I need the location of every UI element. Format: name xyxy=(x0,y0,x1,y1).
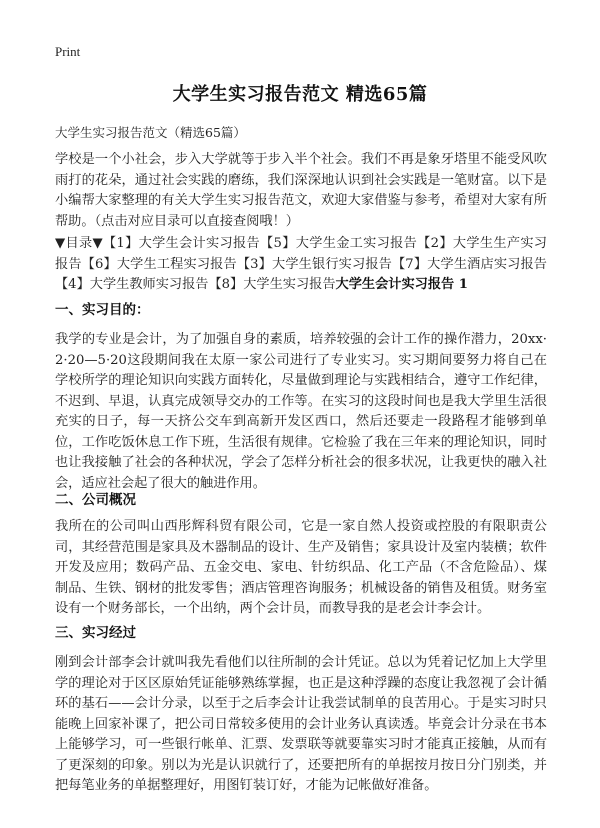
section-body-company: 我所在的公司叫山西彤辉科贸有限公司，它是一家自然人投资或控股的有限职责公司，其经营范围是家具及木器制品的设计、生产及销售；家具设计及室内装横；软件开发及应用；数码产品、五金交电、家电、针纺织品、化工产品（不含危险品）、煤制品、生铁、钢材的批发零售；酒店管理咨询服务；机械设备的销售及租赁。财务室设有一个财务部长，一个出纳，两个会计员，而教导我的是老会计李会计。 xyxy=(55,519,547,616)
toc-current-heading: 大学生会计实习报告 1 xyxy=(335,277,468,292)
section-heading-company: 二、公司概况 xyxy=(55,492,136,508)
print-label[interactable]: Print xyxy=(55,44,81,59)
page-title: 大学生实习报告范文 精选65篇 xyxy=(172,84,428,105)
toc-links[interactable]: ▼目录▼【1】大学生会计实习报告【5】大学生金工实习报告【2】大学生生产实习报告【6】大学生工程实习报告【3】大学生银行实习报告【7】大学生酒店实习报告【4】大学生教师实习报告【8】大学生实习报告 xyxy=(55,236,547,292)
intro-paragraph: 学校是一个小社会，步入大学就等于步入半个社会。我们不再是象牙塔里不能受风吹雨打的花朵，通过社会实践的磨练，我们深深地认识到社会实践是一笔财富。以下是小编帮大家整理的有关大学生实习报告范文，欢迎大家借鉴与参考，希望对大家有所帮助。（点击对应目录可以直接查阅哦！） xyxy=(55,152,547,229)
section-body-purpose: 我学的专业是会计，为了加强自身的素质，培养较强的会计工作的操作潜力，20xx·2·20—5·20这段期间我在太原一家公司进行了专业实习。实习期间要努力将自己在学校所学的理论知识向实践方面转化，尽量做到理论与实践相结合，遵守工作纪律，不迟到、早退，认真完成领导交办的工作等。在实习的这段时间也是我大学里生活很充实的日子，每一天挤公交车到高新开发区西口，然后还要走一段路程才能够到单位，工作吃饭休息工作下班，生活很有规律。它检验了我在三年来的理论知识，同时也让我接触了社会的各种状况，学会了怎样分析社会的很多状况，让我更快的融入社会，适应社会起了很大的触进作用。 xyxy=(55,332,547,491)
section-body-process: 刚到会计部李会计就叫我先看他们以往所制的会计凭证。总以为凭着记忆加上大学里学的理论对于区区原始凭证能够熟练掌握，也正是这种浮躁的态度让我忽视了会计循环的基石——会计分录，以至于之后李会计让我尝试制单的良苦用心。于是实习时只能晚上回家补课了，把公司日常较多使用的会计业务认真读透。毕竟会计分录在书本上能够学习，可一些银行帐单、汇票、发票联等就要靠实习时才能真正接触，从而有了更深刻的印象。别以为光是认识就行了，还要把所有的单据按月按日分门别类，并把每笔业务的单据整理好，用图钉装订好，才能为记帐做好准备。 xyxy=(55,655,547,793)
document-subtitle: 大学生实习报告范文（精选65篇） xyxy=(55,125,246,140)
table-of-contents xyxy=(55,234,547,296)
section-heading-purpose: 一、实习目的： xyxy=(55,302,150,318)
section-heading-process: 三、实习经过 xyxy=(55,625,136,641)
